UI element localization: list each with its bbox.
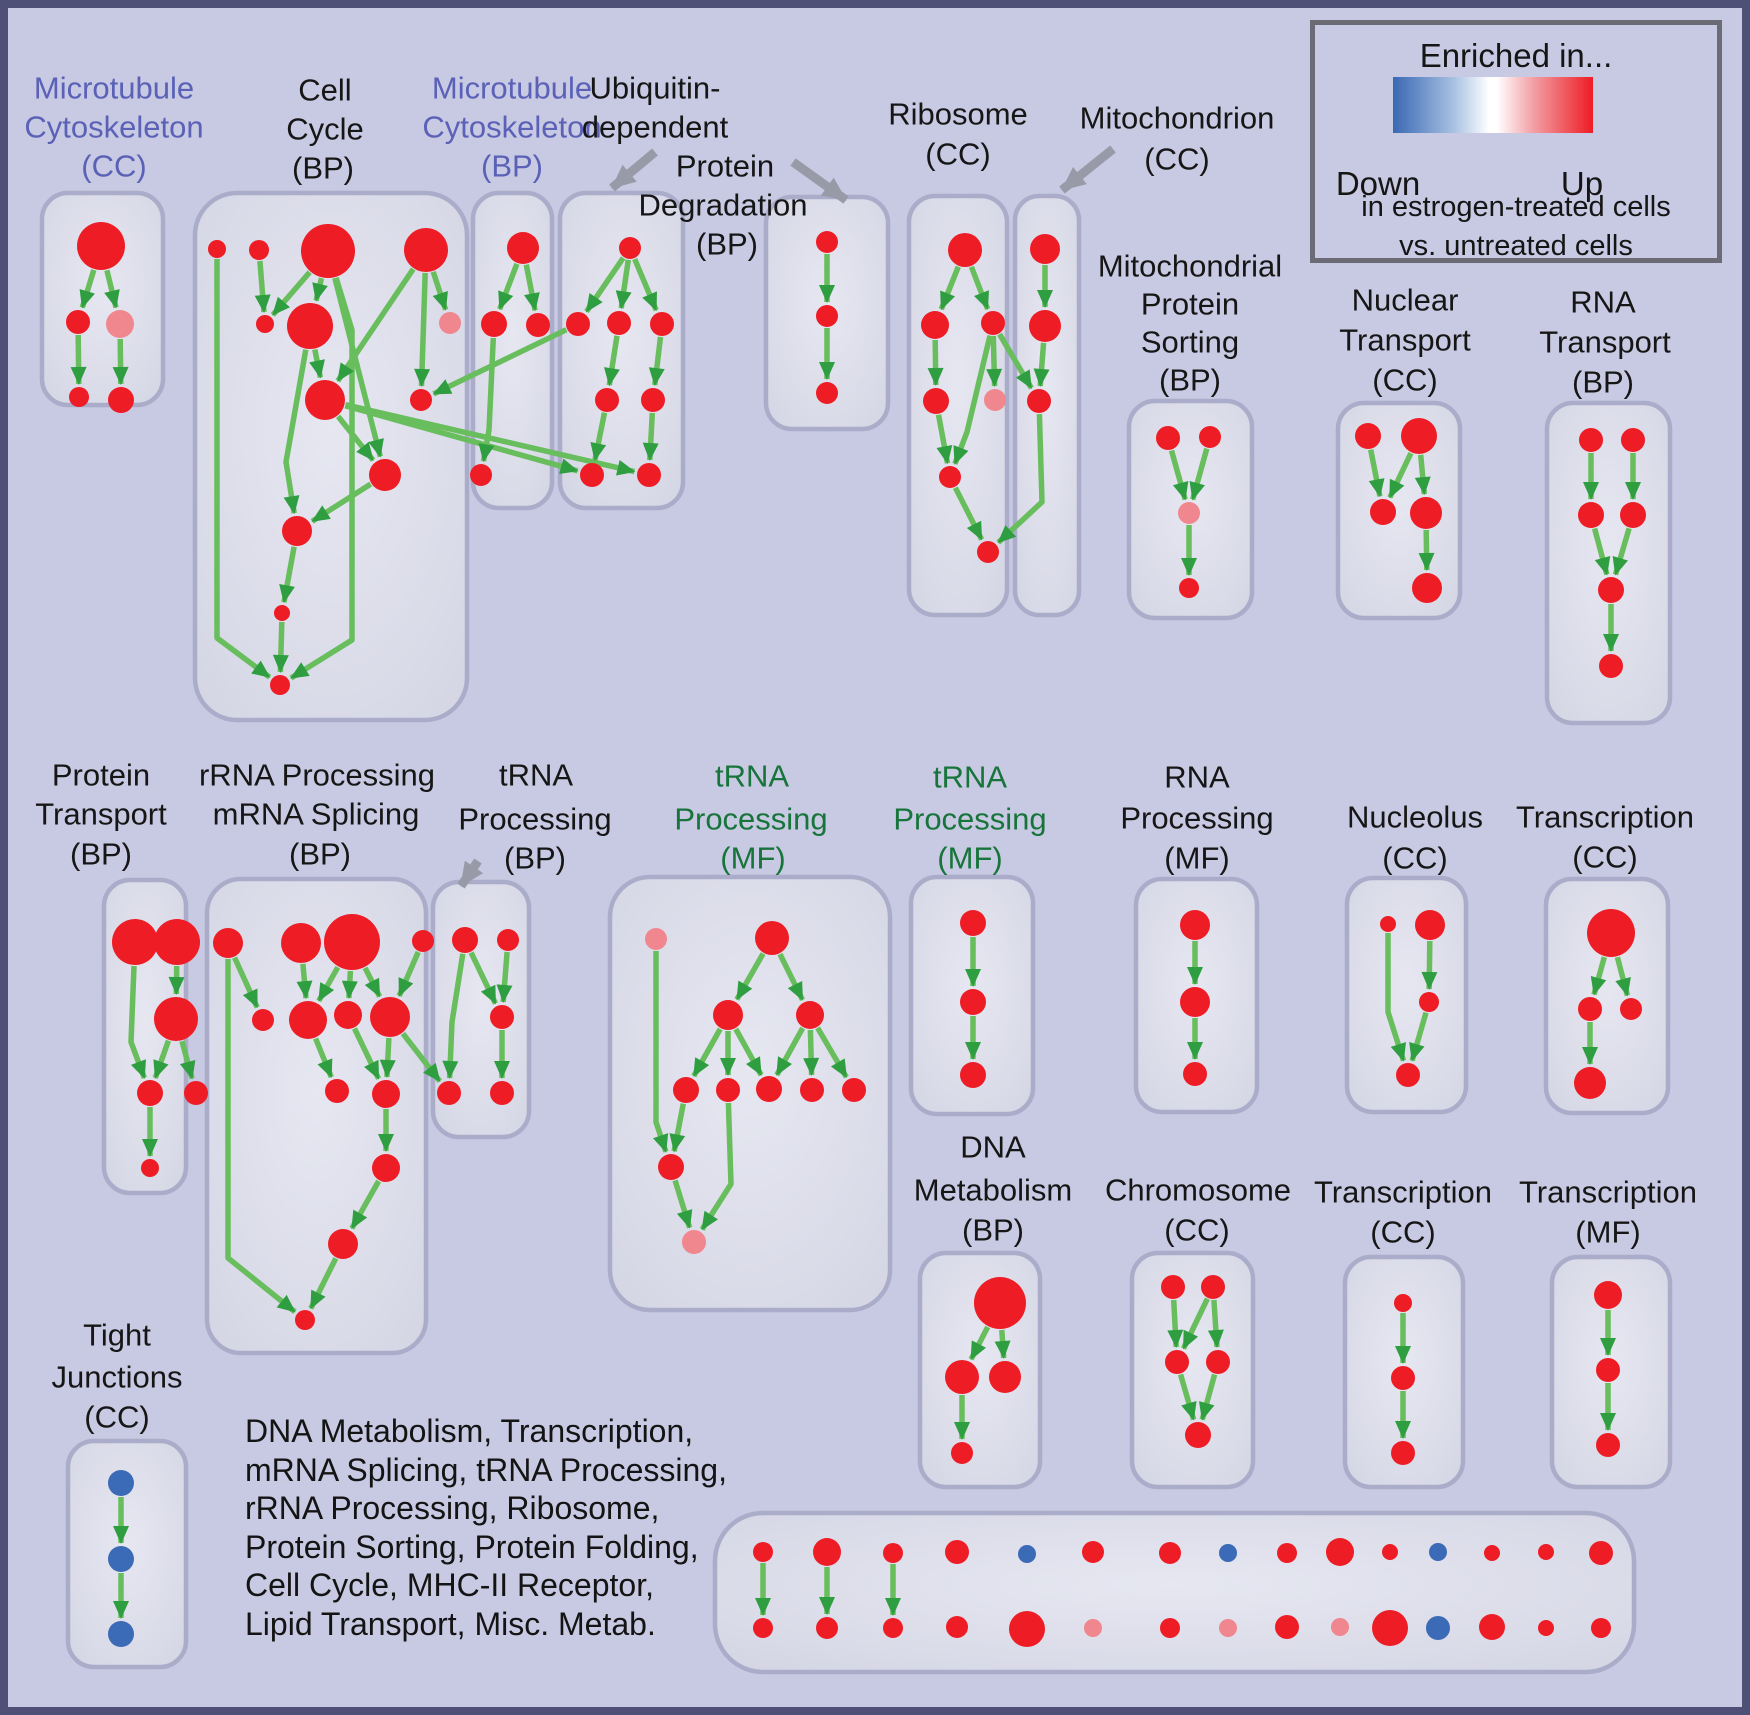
hierarchy-edge: [387, 1038, 389, 1077]
group-label-tj-line2: Junctions: [51, 1359, 183, 1395]
go-term-node-nuc-Y4: [1396, 1063, 1420, 1087]
go-term-node-tm1-V8: [800, 1078, 824, 1102]
go-term-node-rib-R4: [923, 388, 949, 414]
go-term-node-mtcc-C: [106, 310, 134, 338]
group-label-dm-line3: (BP): [962, 1212, 1024, 1248]
group-label-ub1-line5: (BP): [696, 226, 758, 262]
go-term-node-misc-c2t: [813, 1538, 841, 1566]
go-term-node-misc-c2b: [816, 1617, 838, 1639]
go-term-node-ub2-r: [816, 382, 838, 404]
group-label-mito-line2: (CC): [1144, 141, 1210, 177]
go-term-node-misc-c5b: [1009, 1611, 1045, 1647]
go-term-node-rib-R7: [977, 541, 999, 563]
hierarchy-edge: [1429, 941, 1430, 989]
group-label-rib-line1: Ribosome: [888, 96, 1028, 132]
hierarchy-edge: [280, 622, 281, 672]
go-term-node-cc-i: [410, 389, 432, 411]
group-label-rpm-line3: (MF): [1164, 840, 1230, 876]
go-term-node-ub2-p: [816, 231, 838, 253]
go-term-node-ub1-b2: [637, 463, 661, 487]
go-term-node-tc1-Z3: [1620, 998, 1642, 1020]
go-term-node-rt-T4: [1620, 502, 1646, 528]
go-term-node-rt-T1: [1579, 428, 1603, 452]
hierarchy-edge: [1421, 455, 1425, 494]
group-label-mtcc-line3: (CC): [81, 148, 147, 184]
group-label-mtcc-line1: Microtubule: [33, 70, 195, 106]
go-term-node-ub1-t: [619, 237, 641, 259]
group-label-tc2-line2: (CC): [1370, 1214, 1436, 1250]
go-term-node-rt-T2: [1621, 428, 1645, 452]
hierarchy-edge: [422, 273, 426, 386]
legend-subtitle-1: in estrogen-treated cells: [1361, 191, 1671, 223]
go-term-node-misc-c9b: [1275, 1615, 1299, 1639]
go-term-node-rt-T3: [1578, 502, 1604, 528]
group-label-rr-line2: mRNA Splicing: [212, 796, 420, 832]
go-term-node-rt-T6: [1599, 654, 1623, 678]
group-label-pt-line3: (BP): [70, 836, 132, 872]
group-label-mps-line1: Mitochondrial: [1097, 248, 1283, 284]
go-term-node-ub1-l1: [595, 388, 619, 412]
go-term-node-cc-e: [256, 315, 274, 333]
go-term-node-tj-G1: [108, 1470, 134, 1496]
go-term-node-cc-m: [270, 675, 290, 695]
go-term-node-cc-h: [305, 380, 345, 420]
go-term-node-cc-a: [208, 240, 226, 258]
go-term-node-rr-Q11: [372, 1154, 400, 1182]
group-label-cc-line2: Cycle: [286, 111, 364, 147]
go-term-node-mtcc-E: [108, 387, 134, 413]
go-term-node-rib-R6: [939, 466, 961, 488]
go-term-node-cc-j: [369, 459, 401, 491]
go-term-node-cc-l: [274, 605, 290, 621]
go-term-node-tb-U4: [437, 1081, 461, 1105]
go-term-node-cc-f: [287, 303, 333, 349]
group-label-ub1-line3: Protein: [675, 148, 775, 184]
go-term-node-dm-D2: [945, 1360, 979, 1394]
group-label-nt-line2: Transport: [1339, 322, 1471, 358]
go-term-node-tj-G2: [108, 1546, 134, 1572]
go-term-node-pt-P2: [154, 919, 200, 965]
misc-categories-line4: Protein Sorting, Protein Folding,: [245, 1528, 699, 1565]
group-label-dm-line1: DNA: [960, 1129, 1026, 1165]
go-term-node-pt-P4: [137, 1080, 163, 1106]
go-term-node-tc1-Z1: [1587, 909, 1635, 957]
go-term-node-tmf-F1: [1594, 1281, 1622, 1309]
group-label-nt-line3: (CC): [1372, 362, 1438, 398]
group-label-ch-line2: (CC): [1164, 1212, 1230, 1248]
go-term-node-misc-c8b: [1219, 1619, 1237, 1637]
group-label-tb-line3: (BP): [504, 840, 566, 876]
go-term-node-misc-c12t: [1429, 1543, 1447, 1561]
go-term-node-misc-c11b: [1372, 1610, 1408, 1646]
go-term-node-mtbp-A2: [507, 232, 539, 264]
go-term-node-misc-c14b: [1538, 1620, 1554, 1636]
hierarchy-edge: [810, 1030, 811, 1075]
misc-categories-line5: Cell Cycle, MHC-II Receptor,: [245, 1567, 654, 1603]
group-label-mtbp-line2: Cytoskeleton: [422, 109, 602, 145]
go-term-node-tm1-V6: [716, 1078, 740, 1102]
group-label-rr-line1: rRNA Processing: [198, 757, 436, 793]
go-term-node-mito-M3: [1027, 389, 1051, 413]
go-term-node-cc-g: [439, 312, 461, 334]
group-label-tc1-line1: Transcription: [1515, 799, 1695, 835]
go-term-node-nuc-Y1: [1380, 916, 1396, 932]
go-term-node-tm1-V1: [645, 928, 667, 950]
go-term-node-nt-N3: [1370, 499, 1396, 525]
go-term-node-mtcc-A: [77, 222, 125, 270]
go-term-node-ub1-m3: [650, 312, 674, 336]
group-label-nuc-line1: Nucleolus: [1346, 799, 1484, 835]
go-term-node-nuc-Y2: [1415, 910, 1445, 940]
go-term-node-misc-c10b: [1331, 1618, 1349, 1636]
group-label-tm2-line2: Processing: [893, 801, 1047, 837]
group-label-mtbp-line1: Microtubule: [431, 70, 593, 106]
group-label-nuc-line2: (CC): [1382, 840, 1448, 876]
go-term-node-rpm-X3: [1183, 1062, 1207, 1086]
go-term-node-tm1-V5: [673, 1077, 699, 1103]
go-term-node-misc-c13t: [1484, 1545, 1500, 1561]
go-term-node-misc-c14t: [1538, 1544, 1554, 1560]
go-term-node-misc-c5t: [1018, 1545, 1036, 1563]
go-term-node-tm2-W3: [960, 1062, 986, 1088]
go-term-node-misc-c1b: [753, 1618, 773, 1638]
group-label-tm1-line1: tRNA: [714, 758, 790, 794]
go-term-node-tm2-W2: [960, 989, 986, 1015]
misc-categories-line3: rRNA Processing, Ribosome,: [245, 1490, 660, 1526]
go-term-node-rr-Q3: [324, 914, 380, 970]
group-label-nt-line1: Nuclear: [1351, 282, 1459, 318]
go-term-node-ub1-m2: [607, 311, 631, 335]
go-term-node-rr-Q4: [412, 930, 434, 952]
go-term-node-ub1-l2: [641, 388, 665, 412]
go-term-node-tc2-E1: [1394, 1294, 1412, 1312]
go-term-node-rr-Q10: [372, 1080, 400, 1108]
go-term-node-tm1-V9: [842, 1078, 866, 1102]
group-label-tj-line3: (CC): [84, 1399, 150, 1435]
go-term-node-misc-c12b: [1426, 1616, 1450, 1640]
go-term-node-rib-R3: [981, 311, 1005, 335]
misc-categories-line1: DNA Metabolism, Transcription,: [245, 1413, 694, 1449]
go-term-node-tj-G3: [108, 1621, 134, 1647]
go-term-node-cc-b: [249, 240, 269, 260]
hierarchy-edge: [1040, 343, 1043, 386]
go-term-node-tm1-V4: [796, 1001, 824, 1029]
go-term-node-ch-C1: [1161, 1275, 1185, 1299]
group-label-ub1-line1: Ubiquitin-: [589, 70, 721, 106]
group-label-tc2-line1: Transcription: [1313, 1174, 1493, 1210]
go-term-node-tm1-V11: [682, 1230, 706, 1254]
go-term-node-ch-C4: [1206, 1350, 1230, 1374]
go-term-node-dm-D4: [951, 1442, 973, 1464]
go-term-node-misc-c3b: [883, 1618, 903, 1638]
group-label-tb-line2: Processing: [458, 801, 612, 837]
go-term-node-misc-c15t: [1589, 1541, 1613, 1565]
go-term-node-tb-U1: [452, 927, 478, 953]
misc-categories-line6: Lipid Transport, Misc. Metab.: [245, 1605, 656, 1642]
go-term-node-nt-N2: [1401, 418, 1437, 454]
group-label-pt-line1: Protein: [51, 757, 151, 793]
go-term-node-mps-S4: [1179, 578, 1199, 598]
group-label-cc-line3: (BP): [292, 150, 354, 186]
go-term-node-mtbp-C2: [526, 313, 550, 337]
go-term-node-rib-R2: [921, 311, 949, 339]
go-term-node-tmf-F2: [1596, 1358, 1620, 1382]
go-term-node-nt-N1: [1355, 423, 1381, 449]
go-term-node-tm2-W1: [960, 910, 986, 936]
go-term-node-tm1-V2: [755, 921, 789, 955]
go-term-node-rr-Q12: [328, 1229, 358, 1259]
go-term-node-rr-Q5: [252, 1009, 274, 1031]
hierarchy-edge: [1214, 1300, 1217, 1347]
hierarchy-edge: [303, 964, 306, 998]
group-box-ch: [1132, 1253, 1253, 1487]
go-term-node-misc-c7b: [1160, 1618, 1180, 1638]
go-term-node-mito-M1: [1030, 234, 1060, 264]
go-term-node-misc-c11t: [1382, 1544, 1398, 1560]
go-term-node-misc-c7t: [1159, 1542, 1181, 1564]
go-term-node-rib-R5: [984, 389, 1006, 411]
go-term-node-ch-C2: [1201, 1275, 1225, 1299]
group-label-mps-line4: (BP): [1159, 362, 1221, 398]
group-label-tm1-line3: (MF): [720, 840, 786, 876]
go-term-node-mtcc-D: [69, 387, 89, 407]
go-term-node-cc-k: [282, 516, 312, 546]
group-label-mtcc-line2: Cytoskeleton: [24, 109, 204, 145]
group-label-cc-line1: Cell: [298, 72, 352, 108]
go-term-node-tm1-V10: [658, 1154, 684, 1180]
go-term-node-misc-c3t: [883, 1543, 903, 1563]
go-term-node-rr-Q7: [334, 1001, 362, 1029]
legend-title: Enriched in...: [1419, 37, 1613, 74]
go-term-node-misc-c9t: [1277, 1543, 1297, 1563]
group-label-rib-line2: (CC): [925, 136, 991, 172]
misc-categories-line2: mRNA Splicing, tRNA Processing,: [245, 1451, 727, 1488]
hierarchy-edge: [78, 335, 79, 384]
group-label-ub1-line4: Degradation: [638, 187, 808, 223]
go-term-node-tc2-E3: [1391, 1441, 1415, 1465]
go-term-node-rr-Q2: [281, 923, 321, 963]
go-term-node-tc2-E2: [1391, 1366, 1415, 1390]
group-box-misc: [715, 1513, 1634, 1672]
go-term-node-pt-P1: [112, 919, 158, 965]
hierarchy-edge: [349, 971, 351, 998]
hierarchy-edge: [1174, 1300, 1177, 1347]
group-label-mito-line1: Mitochondrion: [1079, 100, 1275, 136]
go-term-node-cc-d: [404, 228, 448, 272]
group-label-pt-line2: Transport: [35, 796, 167, 832]
go-term-node-tc1-Z2: [1578, 997, 1602, 1021]
go-term-node-nt-N5: [1412, 573, 1442, 603]
hierarchy-edge: [1426, 530, 1427, 570]
go-term-node-ub1-b1: [580, 463, 604, 487]
group-label-ch-line1: Chromosome: [1104, 1172, 1292, 1208]
group-label-rpm-line2: Processing: [1120, 800, 1274, 836]
go-term-node-misc-c8t: [1219, 1544, 1237, 1562]
group-label-tm1-line2: Processing: [674, 801, 828, 837]
go-term-node-pt-P5: [184, 1081, 208, 1105]
legend-subtitle-2: vs. untreated cells: [1399, 230, 1633, 262]
hierarchy-edge: [993, 336, 994, 386]
go-term-node-misc-c10t: [1326, 1538, 1354, 1566]
go-term-node-cc-c: [301, 224, 355, 278]
go-term-node-rr-Q13: [295, 1310, 315, 1330]
group-label-tj-line1: Tight: [83, 1317, 151, 1353]
go-term-node-mtbp-D2: [470, 464, 492, 486]
go-term-node-rr-Q1: [213, 928, 243, 958]
group-label-rpm-line1: RNA: [1164, 759, 1230, 795]
go-term-node-tb-U2: [497, 929, 519, 951]
go-term-node-rr-Q6: [289, 1001, 327, 1039]
go-term-node-ch-C3: [1165, 1350, 1189, 1374]
go-term-node-misc-c6b: [1084, 1619, 1102, 1637]
go-term-node-misc-c15b: [1591, 1618, 1611, 1638]
group-label-mtbp-line3: (BP): [481, 148, 543, 184]
go-term-node-rib-R1: [948, 233, 982, 267]
group-label-mps-line3: Sorting: [1140, 324, 1240, 360]
go-term-node-dm-D3: [989, 1361, 1021, 1393]
group-label-rr-line3: (BP): [289, 836, 351, 872]
group-label-tc1-line2: (CC): [1572, 839, 1638, 875]
go-term-node-misc-c13b: [1479, 1614, 1505, 1640]
go-term-node-rpm-X1: [1180, 910, 1210, 940]
go-term-node-tm1-V3: [713, 1000, 743, 1030]
hierarchy-edge: [650, 413, 653, 460]
hierarchy-edge: [1002, 1330, 1004, 1358]
go-term-node-pt-P6: [141, 1159, 159, 1177]
hierarchy-edge: [120, 339, 121, 384]
group-label-ub1-line2: dependent: [581, 109, 729, 145]
hierarchy-edge: [503, 952, 507, 1002]
go-term-node-ch-C5: [1185, 1422, 1211, 1448]
hierarchy-edge: [935, 340, 936, 385]
group-label-rt-line1: RNA: [1570, 284, 1636, 320]
go-term-node-rr-Q8: [370, 997, 410, 1037]
group-label-rt-line3: (BP): [1572, 364, 1634, 400]
go-term-node-nuc-Y3: [1419, 992, 1439, 1012]
go-term-node-pt-P3: [154, 997, 198, 1041]
go-term-node-misc-c1t: [753, 1542, 773, 1562]
go-term-node-tc1-Z4: [1574, 1067, 1606, 1099]
go-term-node-rpm-X2: [1180, 987, 1210, 1017]
go-term-node-rr-Q9: [325, 1079, 349, 1103]
go-term-node-mtbp-B2: [481, 311, 507, 337]
go-term-node-tm1-V7: [756, 1076, 782, 1102]
group-label-tm2-line3: (MF): [937, 840, 1003, 876]
legend-down-label: Down: [1335, 165, 1421, 202]
legend-up-label: Up: [1560, 165, 1604, 202]
go-term-node-mtcc-B: [66, 310, 90, 334]
go-term-node-nt-N4: [1410, 497, 1442, 529]
group-label-tmf-line1: Transcription: [1518, 1174, 1698, 1210]
group-label-rt-line2: Transport: [1539, 324, 1671, 360]
go-term-node-tmf-F3: [1596, 1433, 1620, 1457]
go-term-node-ub2-q: [816, 305, 838, 327]
go-term-node-tb-U5: [490, 1081, 514, 1105]
go-term-node-tb-U3: [490, 1005, 514, 1029]
go-term-node-dm-D1: [974, 1277, 1026, 1329]
go-term-node-mps-S2: [1199, 426, 1221, 448]
go-term-node-misc-c4t: [945, 1540, 969, 1564]
go-term-node-misc-c6t: [1082, 1541, 1104, 1563]
group-label-tmf-line2: (MF): [1575, 1214, 1641, 1250]
go-term-node-rt-T5: [1598, 577, 1624, 603]
group-label-dm-line2: Metabolism: [913, 1172, 1073, 1208]
group-label-tm2-line1: tRNA: [932, 759, 1008, 795]
go-term-node-mps-S3: [1178, 502, 1200, 524]
group-label-tb-line1: tRNA: [498, 757, 574, 793]
go-term-node-mps-S1: [1156, 426, 1180, 450]
go-term-node-mito-M2: [1029, 310, 1061, 342]
group-label-mps-line2: Protein: [1140, 286, 1240, 322]
go-term-node-ub1-m1: [566, 312, 590, 336]
go-term-node-misc-c4b: [946, 1616, 968, 1638]
